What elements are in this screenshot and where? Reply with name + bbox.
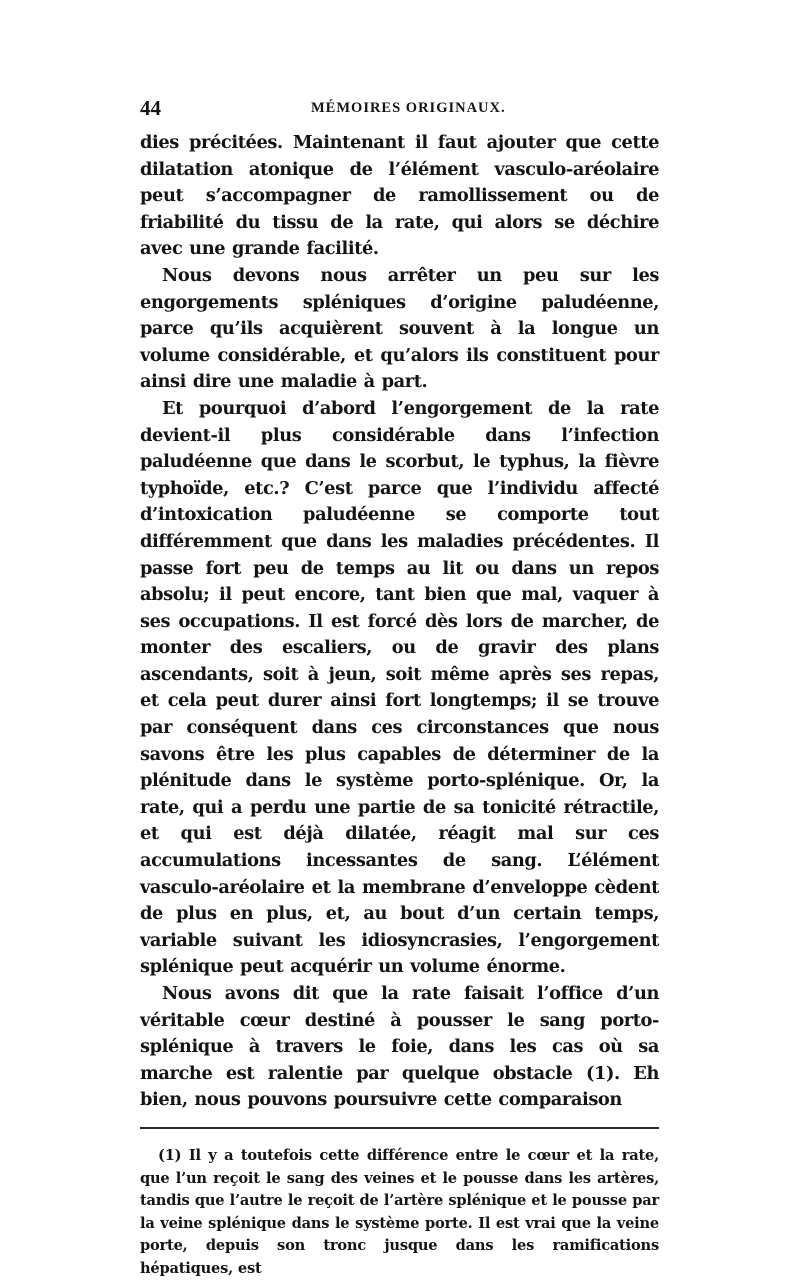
page-number: 44 [140, 96, 161, 120]
running-head: MÉMOIRES ORIGINAUX. [311, 100, 506, 116]
paragraph: Nous devons nous arrêter un peu sur les engorgements spléniques d’origine paludéenne, parce qu’ils acquièrent souvent à la longue un volume considérable, et qu’alors ils constituent pour ainsi dire une maladie à part. [140, 264, 659, 393]
paragraph: Nous avons dit que la rate faisait l’office d’un véritable cœur destiné à pousser le sang porto-splénique à travers le foie, dans les cas où sa marche est ralentie par quelque obstacle (1). Eh bien, nous pouvons poursuivre cette comparaison [140, 983, 659, 1111]
paragraph: Et pourquoi d’abord l’engorgement de la rate devient-il plus considérable dans l’infection paludéenne que dans le scorbut, le typhus, la fièvre typhoïde, etc.? C’est parce que l’individu affecté d’intoxication paludéenne se comporte tout différemment que dans les maladies précédentes. Il passe fort peu de temps au lit ou dans un repos absolu; il peut encore, tant bien que mal, vaquer à ses occupations. Il est forcé dès lors de marcher, de monter des escaliers, ou de gravir des plans ascendants, soit à jeun, soit même après ses repas, et cela peut durer ainsi fort longtemps; il se trouve par conséquent dans ces circonstances que nous savons être les plus capables de déterminer de la plénitude dans le système porto-splénique. Or, la rate, qui a perdu une partie de sa tonicité rétractile, et qui est déjà dilatée, réagit mal sur ces accumulations incessantes de sang. L’élément vasculo-aréolaire et la membrane d’enveloppe cèdent de plus en plus, et, au bout d’un certain temps, variable suivant les idiosyncrasies, l’engorgement splénique peut acquérir un volume énorme. [140, 397, 659, 978]
body-text [140, 130, 659, 1114]
footnote-text: (1) Il y a toutefois cette différence entre le cœur et la rate, que l’un reçoit le sang des veines et le pousse dans les artères, tandis que l’autre le reçoit de l’artère splénique et le pousse par la veine splénique dans le système porte. Il est vrai que la veine porte, depuis son tronc jusque dans les ramifications hépatiques, est [140, 1146, 659, 1277]
paragraph-continued: dies précitées. Maintenant il faut ajouter que cette dilatation atonique de l’élément vasculo-aréolaire peut s’accompagner de ramollissement ou de friabilité du tissu de la rate, qui alors se déchire avec une grande facilité. [140, 132, 659, 260]
footnote [140, 1145, 659, 1281]
footnote-divider [140, 1127, 659, 1129]
page-header [140, 94, 659, 130]
book-page [140, 94, 659, 1281]
